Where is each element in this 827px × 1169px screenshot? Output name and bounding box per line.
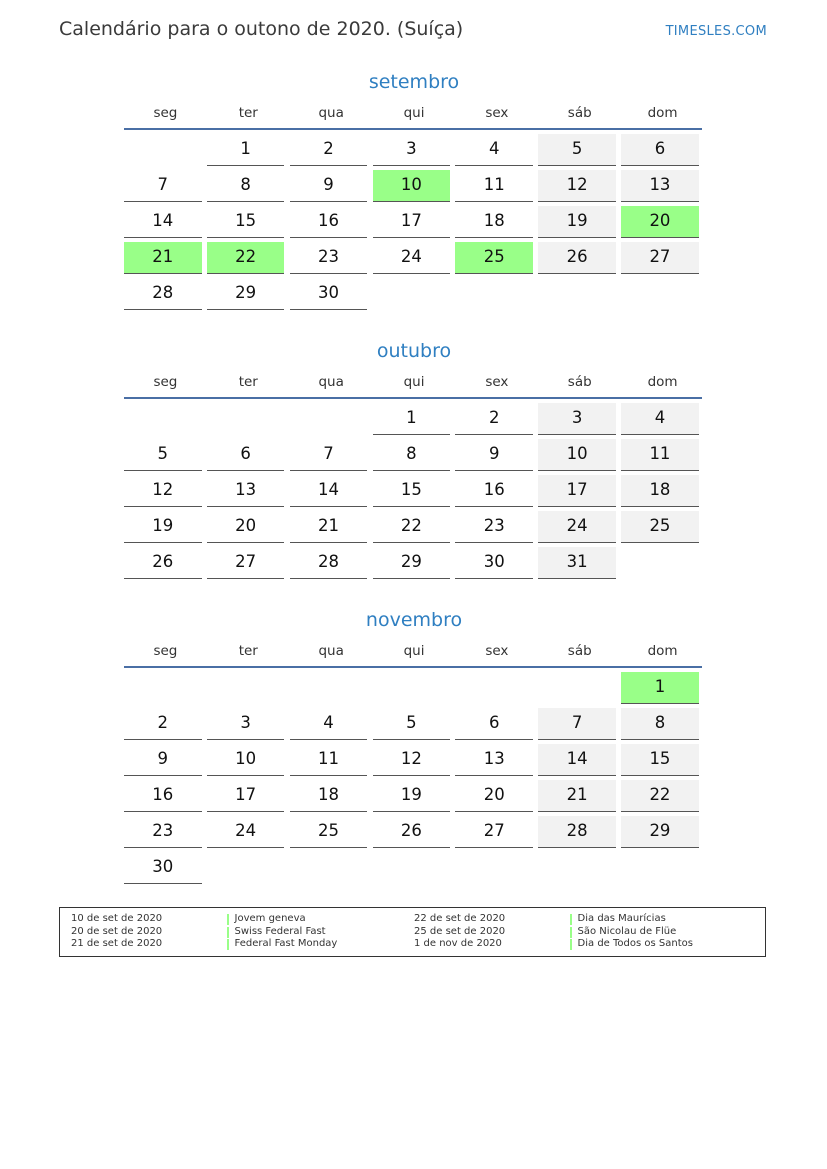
empty-day-cell <box>621 278 699 310</box>
weekday-label: sex <box>485 643 509 659</box>
week-row <box>124 439 704 471</box>
empty-day-cell <box>538 852 616 884</box>
day-cell[interactable]: 13 <box>621 170 699 202</box>
empty-day-cell <box>207 672 285 704</box>
legend-holiday-label: São Nicolau de Flüe <box>577 925 677 937</box>
holiday-color-marker <box>227 927 229 938</box>
legend-holiday-label: Dia das Maurícias <box>577 913 666 924</box>
day-cell[interactable]: 22 <box>373 511 451 543</box>
header-divider <box>124 128 702 130</box>
week-row <box>124 744 704 776</box>
month-outubro <box>124 339 704 579</box>
weekday-label: ter <box>238 105 258 121</box>
day-cell[interactable]: 19 <box>373 780 451 812</box>
weekday-label: qui <box>403 643 425 659</box>
legend-holiday-name <box>570 926 757 939</box>
empty-day-cell <box>538 672 616 704</box>
week-row <box>124 780 704 812</box>
empty-day-cell <box>290 403 368 435</box>
day-cell[interactable]: 24 <box>373 242 451 274</box>
day-cell[interactable]: 5 <box>124 439 202 471</box>
weekday-label: dom <box>647 105 678 121</box>
day-cell[interactable]: 29 <box>621 816 699 848</box>
week-row <box>124 403 704 435</box>
day-cell[interactable]: 4 <box>455 134 533 166</box>
day-cell[interactable]: 7 <box>290 439 368 471</box>
day-cell[interactable]: 6 <box>621 134 699 166</box>
day-cell[interactable]: 3 <box>207 708 285 740</box>
day-cell[interactable]: 11 <box>290 744 368 776</box>
site-link[interactable]: TIMESLES.COM <box>665 24 767 39</box>
day-cell[interactable]: 23 <box>455 511 533 543</box>
legend-holiday-name <box>227 926 414 939</box>
day-cell[interactable]: 22 <box>621 780 699 812</box>
day-cell[interactable]: 7 <box>124 170 202 202</box>
legend-holiday-label: Jovem geneva <box>234 913 306 924</box>
empty-day-cell <box>455 852 533 884</box>
empty-day-cell <box>290 852 368 884</box>
empty-day-cell <box>538 278 616 310</box>
empty-day-cell <box>621 852 699 884</box>
empty-day-cell <box>124 134 202 166</box>
legend-row <box>71 938 757 951</box>
day-cell[interactable]: 30 <box>124 852 202 884</box>
week-row <box>124 475 704 507</box>
empty-day-cell <box>455 278 533 310</box>
week-row <box>124 547 704 579</box>
day-cell[interactable]: 28 <box>538 816 616 848</box>
weekday-label: qua <box>318 105 344 121</box>
day-cell[interactable]: 6 <box>207 439 285 471</box>
day-cell[interactable]: 5 <box>538 134 616 166</box>
day-cell[interactable]: 12 <box>538 170 616 202</box>
legend-date: 21 de set de 2020 <box>71 938 163 949</box>
empty-day-cell <box>124 403 202 435</box>
empty-day-cell <box>290 672 368 704</box>
day-cell[interactable]: 29 <box>207 278 285 310</box>
day-cell[interactable]: 18 <box>290 780 368 812</box>
legend-row <box>71 926 757 939</box>
legend-row <box>71 913 757 926</box>
day-cell[interactable]: 21 <box>538 780 616 812</box>
legend-holiday-label: Dia de Todos os Santos <box>577 938 693 949</box>
day-cell[interactable]: 21 <box>124 242 202 274</box>
legend-holiday-name <box>227 913 414 926</box>
day-cell[interactable]: 10 <box>373 170 451 202</box>
weekday-label: qua <box>318 374 344 390</box>
month-title: outubro <box>376 340 452 362</box>
day-cell[interactable]: 27 <box>621 242 699 274</box>
month-setembro <box>124 70 704 310</box>
weekday-label: sáb <box>567 105 592 121</box>
holiday-color-marker <box>570 927 572 938</box>
day-cell[interactable]: 2 <box>455 403 533 435</box>
day-cell[interactable]: 10 <box>538 439 616 471</box>
day-cell[interactable]: 13 <box>207 475 285 507</box>
month-title: setembro <box>368 71 460 93</box>
weekday-label: seg <box>153 643 178 659</box>
day-cell[interactable]: 12 <box>373 744 451 776</box>
week-row <box>124 852 704 884</box>
day-cell[interactable]: 12 <box>124 475 202 507</box>
week-row <box>124 672 704 704</box>
empty-day-cell <box>373 672 451 704</box>
day-cell[interactable]: 14 <box>290 475 368 507</box>
day-cell[interactable]: 11 <box>621 439 699 471</box>
week-row <box>124 206 704 238</box>
day-cell[interactable]: 3 <box>538 403 616 435</box>
legend-date: 22 de set de 2020 <box>414 913 506 924</box>
day-cell[interactable]: 27 <box>207 547 285 579</box>
legend-date: 10 de set de 2020 <box>71 913 163 924</box>
legend-holiday-name <box>227 938 414 951</box>
weekday-header <box>124 641 704 663</box>
day-cell[interactable]: 4 <box>621 403 699 435</box>
day-cell[interactable]: 22 <box>207 242 285 274</box>
week-row <box>124 278 704 310</box>
day-cell[interactable]: 10 <box>207 744 285 776</box>
day-cell[interactable]: 1 <box>621 672 699 704</box>
empty-day-cell <box>373 852 451 884</box>
holiday-color-marker <box>570 939 572 950</box>
day-cell[interactable]: 20 <box>207 511 285 543</box>
day-cell[interactable]: 17 <box>538 475 616 507</box>
day-cell[interactable]: 18 <box>455 206 533 238</box>
header-divider <box>124 397 702 399</box>
day-cell[interactable]: 27 <box>455 816 533 848</box>
day-cell[interactable]: 4 <box>290 708 368 740</box>
holiday-color-marker <box>227 914 229 925</box>
day-cell[interactable]: 20 <box>621 206 699 238</box>
empty-day-cell <box>455 672 533 704</box>
day-cell[interactable]: 24 <box>207 816 285 848</box>
legend-date: 25 de set de 2020 <box>414 925 506 937</box>
day-cell[interactable]: 17 <box>207 780 285 812</box>
week-row <box>124 511 704 543</box>
day-cell[interactable]: 1 <box>207 134 285 166</box>
legend-date: 1 de nov de 2020 <box>414 938 502 949</box>
week-row <box>124 134 704 166</box>
day-cell[interactable]: 26 <box>538 242 616 274</box>
legend-date: 20 de set de 2020 <box>71 925 163 937</box>
day-cell[interactable]: 3 <box>373 134 451 166</box>
day-cell[interactable]: 16 <box>290 206 368 238</box>
empty-day-cell <box>621 547 699 579</box>
weekday-label: ter <box>238 643 258 659</box>
day-cell[interactable]: 16 <box>124 780 202 812</box>
weekday-label: dom <box>647 374 678 390</box>
day-cell[interactable]: 2 <box>124 708 202 740</box>
day-cell[interactable]: 8 <box>621 708 699 740</box>
day-cell[interactable]: 19 <box>538 206 616 238</box>
legend-holiday-label: Federal Fast Monday <box>234 938 338 949</box>
day-cell[interactable]: 15 <box>207 206 285 238</box>
week-row <box>124 708 704 740</box>
day-cell[interactable]: 15 <box>373 475 451 507</box>
day-cell[interactable]: 7 <box>538 708 616 740</box>
day-cell[interactable]: 5 <box>373 708 451 740</box>
week-row <box>124 816 704 848</box>
day-cell[interactable]: 9 <box>124 744 202 776</box>
holiday-color-marker <box>227 939 229 950</box>
day-cell[interactable]: 31 <box>538 547 616 579</box>
header-divider <box>124 666 702 668</box>
day-cell[interactable]: 1 <box>373 403 451 435</box>
day-cell[interactable]: 23 <box>124 816 202 848</box>
day-cell[interactable]: 9 <box>290 170 368 202</box>
day-cell[interactable]: 16 <box>455 475 533 507</box>
weekday-label: ter <box>238 374 258 390</box>
day-cell[interactable]: 14 <box>124 206 202 238</box>
day-cell[interactable]: 20 <box>455 780 533 812</box>
day-cell[interactable]: 28 <box>290 547 368 579</box>
day-cell[interactable]: 11 <box>455 170 533 202</box>
day-cell[interactable]: 19 <box>124 511 202 543</box>
legend-holiday-name <box>570 913 757 926</box>
weekday-label: qua <box>318 643 344 659</box>
legend-holiday-name <box>570 938 757 951</box>
empty-day-cell <box>207 403 285 435</box>
day-cell[interactable]: 18 <box>621 475 699 507</box>
weekday-label: qui <box>403 105 425 121</box>
day-cell[interactable]: 13 <box>455 744 533 776</box>
holiday-legend <box>59 907 766 957</box>
day-cell[interactable]: 23 <box>290 242 368 274</box>
weekday-header <box>124 372 704 394</box>
day-cell[interactable]: 24 <box>538 511 616 543</box>
day-cell[interactable]: 8 <box>373 439 451 471</box>
month-title: novembro <box>365 609 463 631</box>
weekday-label: dom <box>647 643 678 659</box>
empty-day-cell <box>373 278 451 310</box>
day-cell[interactable]: 30 <box>455 547 533 579</box>
day-cell[interactable]: 25 <box>621 511 699 543</box>
day-cell[interactable]: 30 <box>290 278 368 310</box>
day-cell[interactable]: 14 <box>538 744 616 776</box>
day-cell[interactable]: 15 <box>621 744 699 776</box>
month-novembro <box>124 608 704 884</box>
day-cell[interactable]: 26 <box>124 547 202 579</box>
day-cell[interactable]: 6 <box>455 708 533 740</box>
day-cell[interactable]: 25 <box>290 816 368 848</box>
day-cell[interactable]: 17 <box>373 206 451 238</box>
week-row <box>124 170 704 202</box>
weekday-label: sáb <box>567 374 592 390</box>
empty-day-cell <box>124 672 202 704</box>
day-cell[interactable]: 2 <box>290 134 368 166</box>
weekday-label: seg <box>153 105 178 121</box>
week-row <box>124 242 704 274</box>
weekday-label: sex <box>485 374 509 390</box>
legend-holiday-label: Swiss Federal Fast <box>234 925 326 937</box>
weekday-label: sex <box>485 105 509 121</box>
day-cell[interactable]: 8 <box>207 170 285 202</box>
empty-day-cell <box>207 852 285 884</box>
day-cell[interactable]: 21 <box>290 511 368 543</box>
weekday-header <box>124 103 704 125</box>
day-cell[interactable]: 9 <box>455 439 533 471</box>
weekday-label: sáb <box>567 643 592 659</box>
day-cell[interactable]: 28 <box>124 278 202 310</box>
weekday-label: seg <box>153 374 178 390</box>
page-title: Calendário para o outono de 2020. (Suíça) <box>59 18 464 40</box>
day-cell[interactable]: 29 <box>373 547 451 579</box>
weekday-label: qui <box>403 374 425 390</box>
holiday-color-marker <box>570 914 572 925</box>
day-cell[interactable]: 25 <box>455 242 533 274</box>
day-cell[interactable]: 26 <box>373 816 451 848</box>
